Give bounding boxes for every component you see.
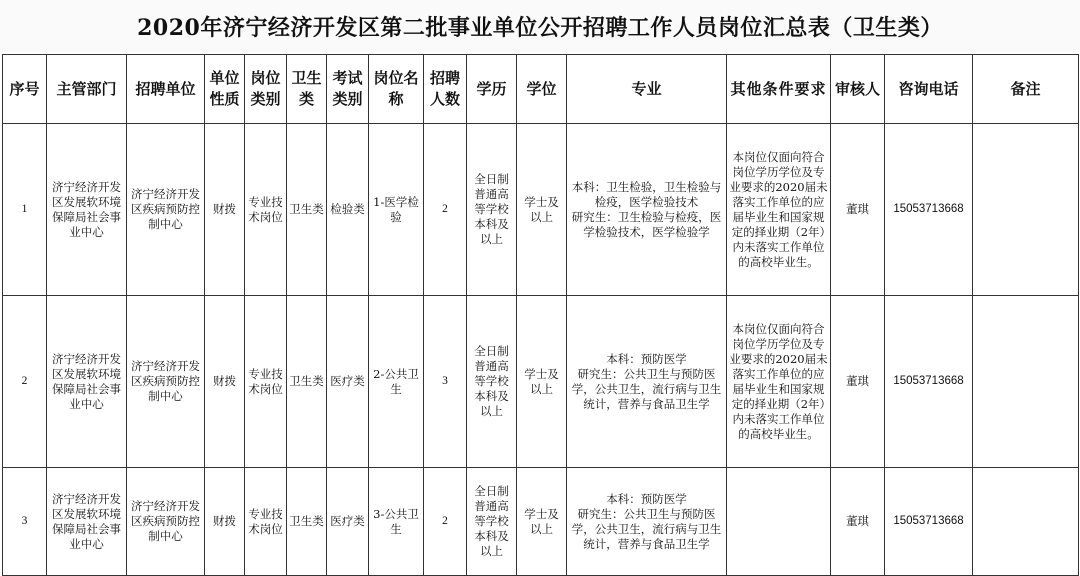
header-remark: 备注 <box>973 55 1079 124</box>
header-health-type: 卫生类 <box>287 55 327 124</box>
table-row <box>3 124 1079 296</box>
cell-health-type: 卫生类 <box>287 296 327 468</box>
cell-unit: 济宁经济开发区疾病预防控制中心 <box>127 296 205 468</box>
header-major: 专业 <box>567 55 727 124</box>
cell-count: 2 <box>424 124 467 296</box>
cell-other <box>727 468 831 576</box>
cell-dept: 济宁经济开发区发展软环境保障局社会事业中心 <box>47 124 127 296</box>
cell-category: 专业技术岗位 <box>245 296 287 468</box>
cell-count: 3 <box>424 296 467 468</box>
cell-education: 全日制普通高等学校本科及以上 <box>467 124 517 296</box>
header-exam-type: 考试类别 <box>327 55 369 124</box>
header-dept: 主管部门 <box>47 55 127 124</box>
cell-exam-type: 医疗类 <box>327 296 369 468</box>
cell-nature: 财拨 <box>205 296 245 468</box>
table-row <box>3 468 1079 576</box>
cell-position: 3-公共卫生 <box>369 468 424 576</box>
cell-exam-type: 检验类 <box>327 124 369 296</box>
header-reviewer: 审核人 <box>831 55 885 124</box>
cell-degree: 学士及以上 <box>517 468 567 576</box>
cell-seq: 3 <box>3 468 47 576</box>
header-unit: 招聘单位 <box>127 55 205 124</box>
cell-major: 本科：卫生检验，卫生检验与检疫，医学检验技术 研究生：卫生检验与检疫，医学检验技术，医学检验学 <box>567 124 727 296</box>
header-nature: 单位性质 <box>205 55 245 124</box>
cell-dept: 济宁经济开发区发展软环境保障局社会事业中心 <box>47 468 127 576</box>
cell-position: 1-医学检验 <box>369 124 424 296</box>
cell-position: 2-公共卫生 <box>369 296 424 468</box>
cell-education: 全日制普通高等学校本科及以上 <box>467 468 517 576</box>
header-count: 招聘人数 <box>424 55 467 124</box>
cell-major: 本科：预防医学 研究生：公共卫生与预防医学，公共卫生，流行病与卫生统计，营养与食品卫生学 <box>567 468 727 576</box>
cell-unit: 济宁经济开发区疾病预防控制中心 <box>127 468 205 576</box>
cell-reviewer: 董琪 <box>831 124 885 296</box>
cell-count: 2 <box>424 468 467 576</box>
cell-phone: 15053713668 <box>885 468 973 576</box>
page-title: 2020年济宁经济开发区第二批事业单位公开招聘工作人员岗位汇总表（卫生类） <box>0 0 1080 52</box>
cell-reviewer: 董琪 <box>831 296 885 468</box>
cell-dept: 济宁经济开发区发展软环境保障局社会事业中心 <box>47 296 127 468</box>
cell-major: 本科：预防医学 研究生：公共卫生与预防医学，公共卫生，流行病与卫生统计，营养与食品卫生学 <box>567 296 727 468</box>
cell-other: 本岗位仅面向符合岗位学历学位及专业要求的2020届未落实工作单位的应届毕业生和国家规定的择业期（2年）内未落实工作单位的高校毕业生。 <box>727 296 831 468</box>
positions-table <box>2 54 1079 576</box>
cell-reviewer: 董琪 <box>831 468 885 576</box>
table-row <box>3 296 1079 468</box>
cell-health-type: 卫生类 <box>287 468 327 576</box>
cell-phone: 15053713668 <box>885 124 973 296</box>
cell-degree: 学士及以上 <box>517 124 567 296</box>
cell-phone: 15053713668 <box>885 296 973 468</box>
cell-seq: 2 <box>3 296 47 468</box>
cell-remark <box>973 468 1079 576</box>
cell-health-type: 卫生类 <box>287 124 327 296</box>
cell-other: 本岗位仅面向符合岗位学历学位及专业要求的2020届未落实工作单位的应届毕业生和国家规定的择业期（2年）内未落实工作单位的高校毕业生。 <box>727 124 831 296</box>
header-phone: 咨询电话 <box>885 55 973 124</box>
cell-degree: 学士及以上 <box>517 296 567 468</box>
cell-nature: 财拨 <box>205 124 245 296</box>
header-row <box>3 55 1079 124</box>
cell-remark <box>973 124 1079 296</box>
cell-nature: 财拨 <box>205 468 245 576</box>
cell-education: 全日制普通高等学校本科及以上 <box>467 296 517 468</box>
cell-seq: 1 <box>3 124 47 296</box>
header-seq: 序号 <box>3 55 47 124</box>
cell-exam-type: 医疗类 <box>327 468 369 576</box>
cell-category: 专业技术岗位 <box>245 468 287 576</box>
header-education: 学历 <box>467 55 517 124</box>
header-position: 岗位名称 <box>369 55 424 124</box>
cell-unit: 济宁经济开发区疾病预防控制中心 <box>127 124 205 296</box>
cell-remark <box>973 296 1079 468</box>
header-degree: 学位 <box>517 55 567 124</box>
header-other: 其他条件要求 <box>727 55 831 124</box>
cell-category: 专业技术岗位 <box>245 124 287 296</box>
header-category: 岗位类别 <box>245 55 287 124</box>
